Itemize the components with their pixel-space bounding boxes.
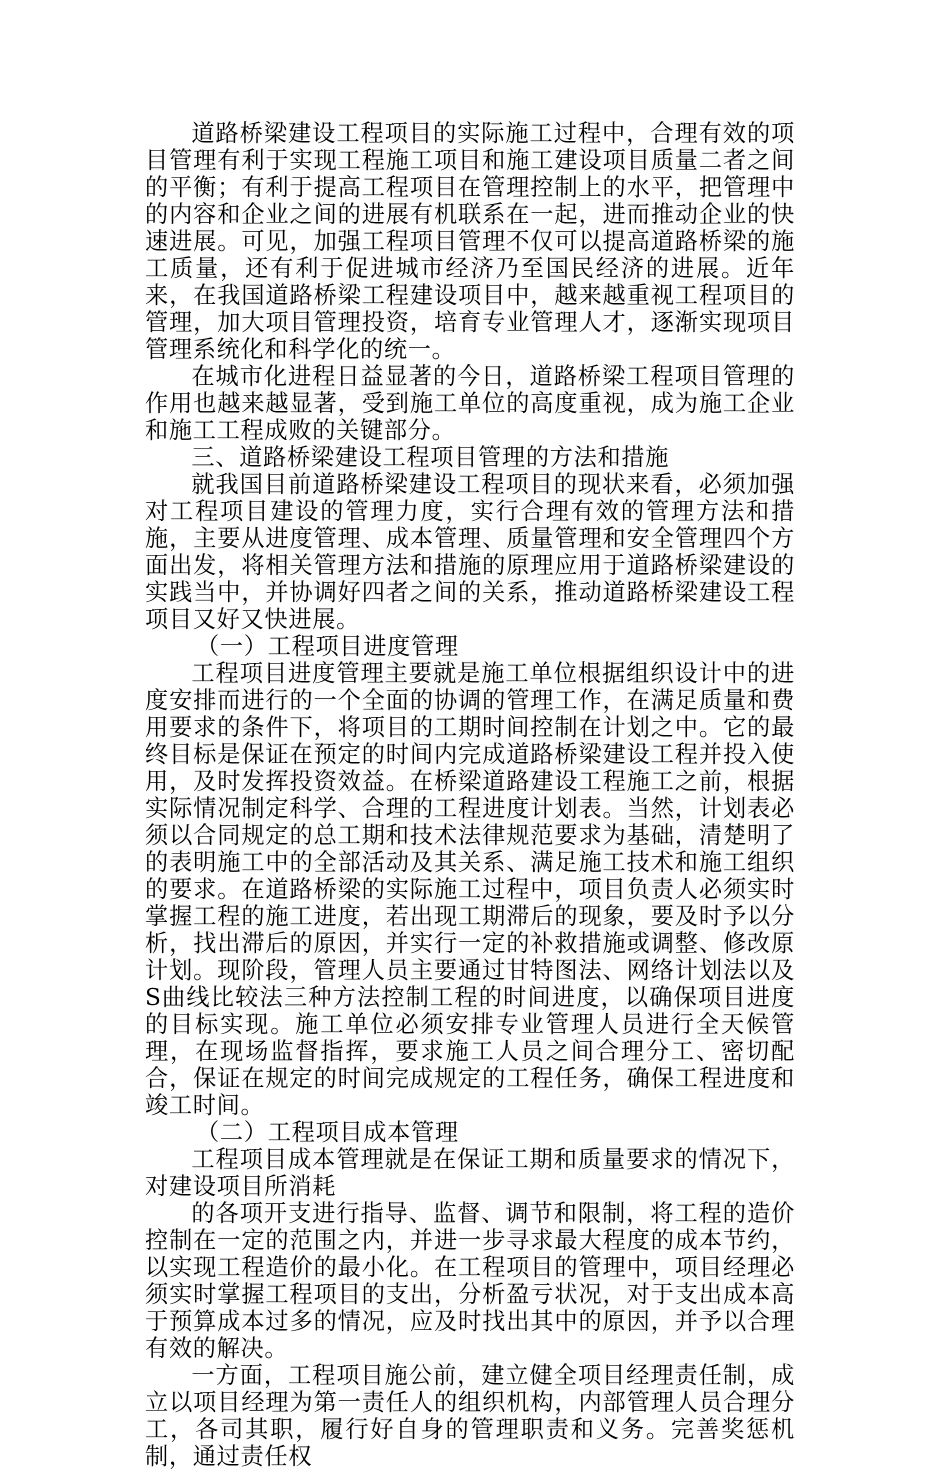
section-heading-methods: 三、道路桥梁建设工程项目管理的方法和措施 [191,444,670,471]
paragraph-project-management-importance: 道路桥梁建设工程项目的实际施工过程中，合理有效的项目管理有利于实现工程施工项目和施工建设项目质量二者之间的平衡；有利于提高工程项目在管理控制上的水平，把管理中的内容和企业之间的进展有机联系在一起，进而推动企业的快速进展。可见，加强工程项目管理不仅可以提高道路桥梁的施工质量，还有利于促进城市经济乃至国民经济的进展。近年来，在我国道路桥梁工程建设项目中，越来越重视工程项目的管理，加大项目管理投资，培育专业管理人才，逐渐实现项目管理系统化和科学化的统一。 [145,120,795,363]
paragraph-cost-management-start: 工程项目成本管理就是在保证工期和质量要求的情况下，对建设项目所消耗 [145,1146,795,1200]
paragraph-schedule-management: 工程项目进度管理主要就是施工单位根据组织设计中的进度安排而进行的一个全面的协调的管理工作，在满足质量和费用要求的条件下，将项目的工期时间控制在计划之中。它的最终目标是保证在预定的时间内完成道路桥梁建设工程并投入使用，及时发挥投资效益。在桥梁道路建设工程施工之前，根据实际情况制定科学、合理的工程进度计划表。当然，计划表必须以合同规定的总工期和技术法律规范要求为基础，清楚明了的表明施工中的全部活动及其关系、满足施工技术和施工组织的要求。在道路桥梁的实际施工过程中，项目负责人必须实时掌握工程的施工进度，若出现工期滞后的现象，要及时予以分析，找出滞后的原因，并实行一定的补救措施或调整、修改原计划。现阶段，管理人员主要通过甘特图法、网络计划法以及S曲线比较法三种方法控制工程的时间进度，以确保项目进度的目标实现。施工单位必须安排专业管理人员进行全天候管理，在现场监督指挥，要求施工人员之间合理分工、密切配合，保证在规定的时间完成规定的工程任务，确保工程进度和竣工时间。 [145,660,795,1119]
paragraph-responsibility-system: 一方面，工程项目施公前，建立健全项目经理责任制，成立以项目经理为第一责任人的组织机构，内部管理人员合理分工，各司其职，履行好自身的管理职责和义务。完善奖惩机制，通过责任权 [145,1362,795,1470]
paragraph-urbanization: 在城市化进程日益显著的今日，道路桥梁工程项目管理的作用也越来越显著，受到施工单位的高度重视，成为施工企业和施工工程成败的关键部分。 [145,363,795,444]
document-page [145,120,795,1470]
paragraph-methods-intro: 就我国目前道路桥梁建设工程项目的现状来看，必须加强对工程项目建设的管理力度，实行合理有效的管理方法和措施，主要从进度管理、成本管理、质量管理和安全管理四个方面出发，将相关管理方法和措施的原理应用于道路桥梁建设的实践当中，并协调好四者之间的关系，推动道路桥梁建设工程项目又好又快进展。 [145,471,795,633]
paragraph-cost-management-continued: 的各项开支进行指导、监督、调节和限制，将工程的造价控制在一定的范围之内，并进一步寻求最大程度的成本节约，以实现工程造价的最小化。在工程项目的管理中，项目经理必须实时掌握工程项目的支出，分析盈亏状况，对于支出成本高于预算成本过多的情况，应及时找出其中的原因，并予以合理有效的解决。 [145,1200,795,1362]
subheading-schedule-management: （一）工程项目进度管理 [196,633,459,660]
subheading-cost-management: （二）工程项目成本管理 [196,1119,459,1146]
